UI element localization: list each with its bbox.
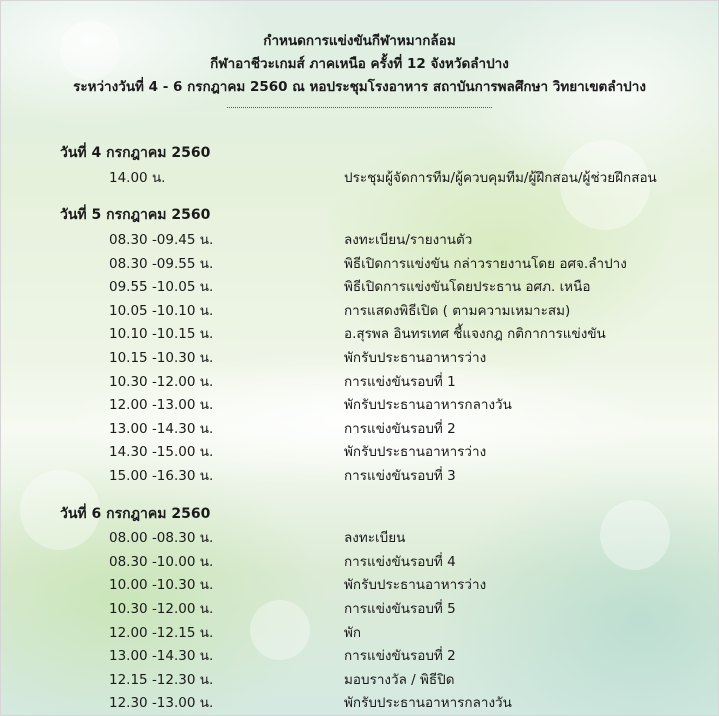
schedule-row [0,166,719,188]
schedule-activity: ประชุมผู้จัดการทีม/ผู้ควบคุมทีม/ผู้ฝึกสอน/ผู้ช่วยฝึกสอน [344,170,657,186]
schedule-time: 10.00 -10.30 น. [109,577,214,593]
schedule-row [0,573,719,595]
day-heading: วันที่ 4 กรกฎาคม 2560 [60,145,211,161]
schedule-row [0,597,719,619]
schedule-row [0,526,719,548]
schedule-time: 12.00 -13.00 น. [109,397,214,413]
schedule-time: 08.30 -09.45 น. [109,232,214,248]
schedule-row [0,393,719,415]
schedule-time: 14.30 -15.00 น. [109,444,214,460]
schedule-row [0,275,719,297]
schedule-time: 08.30 -09.55 น. [109,256,214,272]
header-title: กำหนดการแข่งขันกีฬาหมากล้อม [263,33,456,49]
schedule-row [0,346,719,368]
schedule-row [0,440,719,462]
schedule-row [0,370,719,392]
schedule-activity: การแข่งขันรอบที่ 2 [344,421,456,437]
schedule-row [0,644,719,666]
schedule-activity: ลงทะเบียน [344,530,406,546]
schedule-time: 12.30 -13.00 น. [109,695,214,711]
schedule-time: 10.30 -12.00 น. [109,601,214,617]
schedule-time: 10.15 -10.30 น. [109,350,214,366]
schedule-activity: พักรับประธานอาหารกลางวัน [344,397,512,413]
schedule-time: 08.30 -10.00 น. [109,554,214,570]
schedule-row [0,691,719,713]
schedule-activity: พักรับประธานอาหารกลางวัน [344,695,512,711]
day-heading: วันที่ 5 กรกฎาคม 2560 [60,207,211,223]
schedule-activity: ลงทะเบียน/รายงานตัว [344,232,473,248]
schedule-activity: การแสดงพิธีเปิด ( ตามความเหมาะสม) [344,303,571,319]
schedule-activity: พิธีเปิดการแข่งขันโดยประธาน อศภ. เหนือ [344,279,591,295]
schedule-activity: อ.สุรพล อินทรเทศ ชี้แจงกฎ กติกาการแข่งขัน [344,326,606,342]
schedule-time: 13.00 -14.30 น. [109,648,214,664]
schedule-activity: การแข่งขันรอบที่ 3 [344,468,456,484]
schedule-row [0,550,719,572]
schedule-row [0,417,719,439]
schedule-activity: พักรับประธานอาหารว่าง [344,577,487,593]
schedule-time: 10.05 -10.10 น. [109,303,214,319]
schedule-row [0,668,719,690]
schedule-activity: พิธีเปิดการแข่งขัน กล่าวรายงานโดย อศจ.ลำปาง [344,256,627,272]
schedule-row [0,621,719,643]
schedule-row [0,228,719,250]
schedule-activity: การแข่งขันรอบที่ 5 [344,601,456,617]
schedule-time: 08.00 -08.30 น. [109,530,214,546]
schedule-activity: พักรับประธานอาหารว่าง [344,444,487,460]
header-event: กีฬาอาชีวะเกมส์ ภาคเหนือ ครั้งที่ 12 จังหวัดลำปาง [210,56,509,72]
schedule-time: 14.00 น. [109,170,166,186]
schedule-row [0,299,719,321]
schedule-time: 15.00 -16.30 น. [109,468,214,484]
document-header [0,30,719,108]
schedule-row [0,252,719,274]
schedule-activity: มอบรางวัล / พิธีปิด [344,672,455,688]
day-heading: วันที่ 6 กรกฎาคม 2560 [60,506,211,522]
schedule-activity: การแข่งขันรอบที่ 4 [344,554,456,570]
schedule-activity: การแข่งขันรอบที่ 1 [344,374,456,390]
schedule-activity: พัก [344,625,362,641]
schedule-time: 09.55 -10.05 น. [109,279,214,295]
schedule-time: 12.00 -12.15 น. [109,625,214,641]
schedule-time: 10.30 -12.00 น. [109,374,214,390]
schedule-time: 10.10 -10.15 น. [109,326,214,342]
schedule-time: 13.00 -14.30 น. [109,421,214,437]
schedule-row [0,464,719,486]
header-dates-venue: ระหว่างวันที่ 4 - 6 กรกฎาคม 2560 ณ หอประชุมโรงอาหาร สถาบันการพลศึกษา วิทยาเขตลำปาง [73,79,646,95]
schedule-time: 12.15 -12.30 น. [109,672,214,688]
header-divider [227,107,492,108]
schedule-activity: พักรับประธานอาหารว่าง [344,350,487,366]
schedule-row [0,322,719,344]
schedule-activity: การแข่งขันรอบที่ 2 [344,648,456,664]
